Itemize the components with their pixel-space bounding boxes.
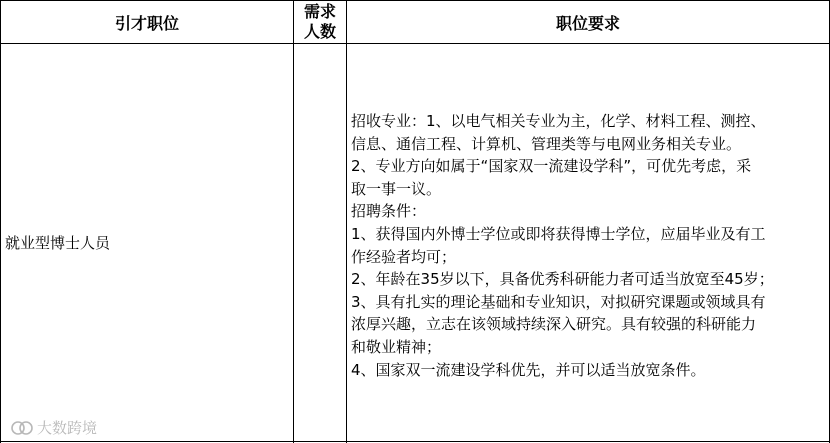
requirement-line: 作经验者均可； [351, 247, 457, 266]
requirement-line: 3、具有扎实的理论基础和专业知识，对拟研究课题或领域具有 [351, 292, 766, 311]
position-value: 就业型博士人员 [5, 234, 111, 252]
header-requirements-label: 职位要求 [555, 13, 620, 33]
requirement-line: 取一事一议。 [351, 179, 442, 198]
requirement-line: 招聘条件： [351, 202, 427, 221]
header-count-label-line1: 需求 [303, 2, 336, 21]
requirement-line: 招收专业：1、以电气相关专业为主，化学、材料工程、测控、 [351, 112, 766, 130]
requirement-line: 浓厚兴趣，立志在该领域持续深入研究。具有较强的科研能力 [351, 315, 757, 334]
watermark-text: 大数跨境 [37, 419, 98, 437]
header-position-label: 引才职位 [114, 13, 179, 33]
header-count [294, 2, 346, 43]
count-cell [294, 44, 346, 441]
brand-logo-icon [10, 419, 34, 437]
column-divider-2 [346, 0, 347, 443]
header-position [1, 1, 293, 43]
requirements-cell [351, 110, 827, 381]
header-requirements [347, 1, 829, 43]
requirement-line: 1、获得国内外博士学位或即将获得博士学位，应届毕业及有工 [351, 224, 766, 243]
watermark [10, 417, 97, 438]
requirement-line: 信息、通信工程、计算机、管理类等与电网业务相关专业。 [351, 134, 742, 153]
requirement-line: 和敬业精神； [351, 337, 442, 356]
header-count-label-line2: 人数 [303, 22, 336, 41]
table-border-bottom [0, 441, 830, 442]
requirement-line: 2、年龄在35岁以下，具备优秀科研能力者可适当放宽至45岁； [351, 270, 774, 289]
position-cell [5, 44, 290, 441]
table-border-left [0, 0, 1, 443]
requirement-line: 4、国家双一流建设学科优先，并可以适当放宽条件。 [351, 360, 706, 379]
requirement-line: 2、专业方向如属于“国家双一流建设学科”，可优先考虑，采 [351, 157, 752, 176]
